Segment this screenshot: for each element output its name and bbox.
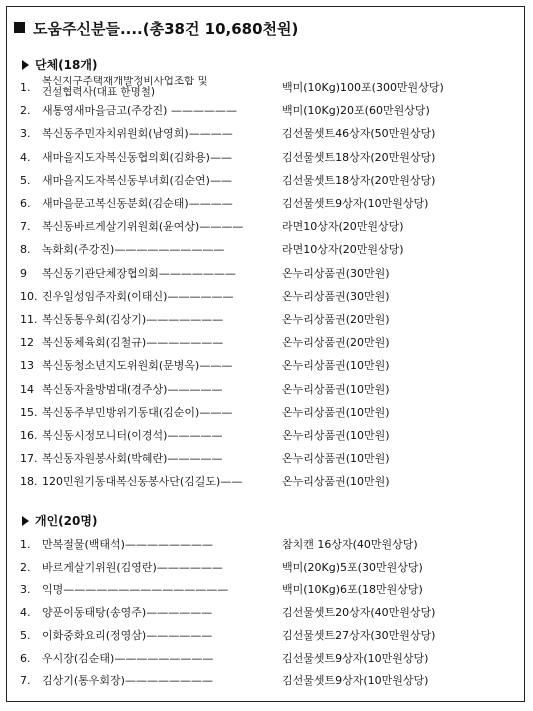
donor-name: 진우일성임주자회(이태신)—————— [42, 289, 234, 303]
donor-name: 복신동자율방범대(경주상)————— [42, 382, 223, 396]
list-item [20, 124, 515, 144]
item-number: 11. [20, 313, 38, 326]
item-number: 7. [20, 220, 31, 234]
donation-item: 김선물셋트27상자(30만원상당) [282, 628, 436, 642]
donation-item: 백미(10Kg)20포(60만원상당) [282, 104, 430, 118]
donation-item: 김선물셋트9상자(10만원상당) [282, 651, 429, 665]
donation-item: 참치캔 16상자(40만원상당) [282, 538, 418, 551]
item-number: 15. [20, 405, 38, 419]
donation-item: 백미(10Kg)100포(300만원상당) [282, 81, 444, 94]
donor-name: 새마을지도자복신동협의회(김화용)—— [42, 150, 232, 164]
list-item [20, 649, 515, 669]
donor-name: 복신동주부민방위기동대(김순이)——— [42, 405, 233, 419]
donation-item: 김선물셋트9상자(10만원상당) [282, 197, 429, 210]
section-heading-text: 단체(18개) [35, 58, 98, 72]
list-item [20, 603, 515, 623]
donor-name: 익명——————————————— [42, 583, 229, 597]
donation-item: 온누리상품권(30만원) [282, 266, 390, 280]
donor-name: 복신동체육회(김철규)——————— [42, 336, 224, 350]
list-item [20, 148, 515, 168]
page-title [14, 18, 298, 39]
donation-item: 김선물셋트18상자(20만원상당) [282, 150, 436, 164]
list-item [20, 626, 515, 646]
item-number: 16. [20, 429, 38, 442]
donor-name: 이화중화요리(정영삼)—————— [42, 628, 213, 642]
list-item [20, 310, 515, 330]
donor-name-line: 건설협력사(대표 한명철) [42, 86, 155, 98]
list-item [20, 580, 515, 600]
triangle-bullet-icon [22, 516, 29, 526]
black-square-icon [14, 22, 25, 33]
triangle-bullet-icon [22, 60, 29, 70]
item-number: 3. [20, 127, 31, 141]
item-number: 2. [20, 560, 31, 574]
donor-name: 복신동바르게살기위원회(윤여상)———— [42, 220, 244, 234]
donor-name: 새마을지도자복신동부녀회(김순연)—— [42, 173, 232, 187]
item-number: 5. [20, 173, 31, 187]
donor-name-line: 복신지구주택재개발정비사업조합 및 [42, 76, 208, 87]
item-number: 7. [20, 674, 31, 688]
list-item [20, 194, 515, 214]
item-number: 14 [20, 382, 34, 396]
list-item [20, 426, 515, 446]
donation-item: 라면10상자(20만원상당) [282, 220, 404, 234]
donor-name: 120민원기동대복신동봉사단(김길도)—— [42, 475, 243, 489]
list-item [20, 558, 515, 578]
list-item [20, 171, 515, 191]
item-number: 3. [20, 583, 31, 597]
item-number: 6. [20, 651, 31, 665]
donation-item: 온누리상품권(10만원) [282, 429, 390, 442]
item-number: 9 [20, 266, 27, 280]
item-number: 6. [20, 197, 31, 210]
donor-name: 복신동자원봉사회(박혜란)————— [42, 452, 223, 466]
donation-item: 백미(10Kg)6포(18만원상당) [282, 583, 423, 597]
list-item [20, 449, 515, 469]
list-item [20, 671, 515, 691]
donor-name: 바르게살기위원(김영란)—————— [42, 560, 223, 574]
list-item [20, 217, 515, 237]
donation-item: 김선물셋트9상자(10만원상당) [282, 674, 429, 688]
item-number: 10. [20, 289, 38, 303]
donor-name: 복신동주민자치위원회(남영희)———— [42, 127, 233, 141]
donor-name: 양푼이동태탕(송영주)—————— [42, 606, 213, 620]
item-number: 17. [20, 452, 38, 466]
donation-item: 온누리상품권(10만원) [282, 359, 390, 373]
list-item [20, 380, 515, 400]
donation-item: 백미(20Kg)5포(30만원상당) [282, 560, 423, 574]
donation-item: 온누리상품권(10만원) [282, 452, 390, 466]
donor-name: 복신동시정모니터(이경석)————— [42, 429, 223, 442]
donor-name: 복신동기관단체장협의회——————— [42, 266, 236, 280]
list-item [20, 472, 515, 492]
donor-name: 만복절물(백태석)———————— [42, 538, 213, 551]
item-number: 18. [20, 475, 38, 489]
donor-name: 새마을문고복신동분회(김순태)———— [42, 197, 233, 210]
donation-item: 온누리상품권(10만원) [282, 405, 390, 419]
donor-name: 김상기(통우회장)———————— [42, 674, 213, 688]
item-number: 1. [20, 81, 31, 94]
list-item [20, 403, 515, 423]
donor-name [42, 76, 282, 98]
section-heading-text: 개인(20명) [35, 514, 98, 528]
list-item [20, 240, 515, 260]
donation-item: 김선물셋트20상자(40만원상당) [282, 606, 436, 620]
donation-item: 온누리상품권(20만원) [282, 336, 390, 350]
donation-item: 온누리상품권(10만원) [282, 382, 390, 396]
donation-item: 온누리상품권(30만원) [282, 289, 390, 303]
donation-item: 라면10상자(20만원상당) [282, 243, 404, 257]
list-item [20, 356, 515, 376]
list-item [20, 264, 515, 284]
item-number: 1. [20, 538, 31, 551]
donor-name: 우시장(김순태)————————— [42, 651, 214, 665]
donor-name: 새통영새마을금고(주강진) —————— [42, 104, 237, 118]
section-heading-individuals [22, 512, 97, 529]
list-item [20, 287, 515, 307]
item-number: 2. [20, 104, 31, 118]
list-item [20, 535, 515, 555]
item-number: 5. [20, 628, 31, 642]
list-item [20, 101, 515, 121]
item-number: 13 [20, 359, 34, 373]
section-heading-groups [22, 56, 97, 73]
donor-name: 복신동청소년지도위원회(문병옥)——— [42, 359, 233, 373]
donor-name: 녹화회(주강진)—————————— [42, 243, 225, 257]
list-item [20, 333, 515, 353]
donor-name: 복신동통우회(김상기)——————— [42, 313, 224, 326]
donation-item: 온누리상품권(20만원) [282, 313, 390, 326]
item-number: 4. [20, 606, 31, 620]
donation-item: 김선물셋트18상자(20만원상당) [282, 173, 436, 187]
item-number: 4. [20, 150, 31, 164]
list-item [20, 78, 515, 98]
item-number: 8. [20, 243, 31, 257]
donation-item: 김선물셋트46상자(50만원상당) [282, 127, 436, 141]
donation-item: 온누리상품권(10만원) [282, 475, 390, 489]
title-text: 도움주신분들....(총38건 10,680천원) [33, 20, 299, 38]
item-number: 12 [20, 336, 34, 350]
